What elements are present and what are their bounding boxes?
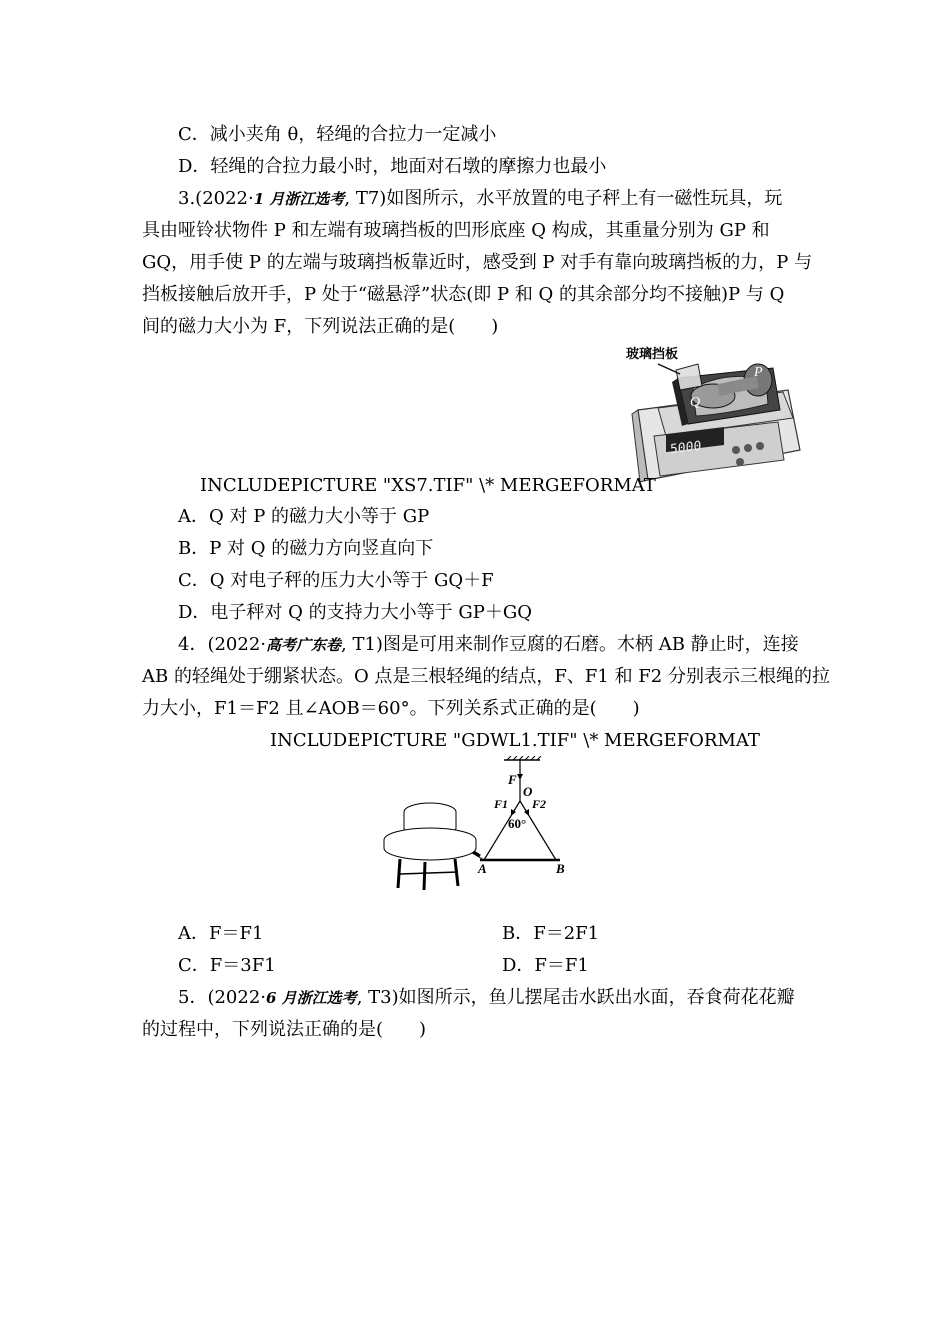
fig-label-b: B — [556, 861, 565, 876]
q4-option-b: B．F＝2F1 — [502, 923, 600, 944]
q4-option-c: C．F＝3F1 — [178, 955, 276, 976]
fig-label-f1: F1 — [494, 797, 509, 811]
q3-line4: 挡板接触后放开手，P 处于“磁悬浮”状态(即 P 和 Q 的其余部分均不接触)P 与 Q — [142, 284, 785, 305]
q5-text: 如图所示，鱼儿摆尾击水跃出水面，吞食荷花花瓣 — [398, 987, 795, 1008]
q4-source: 高考广东卷 — [266, 636, 342, 654]
q3-line2: 具由哑铃状物件 P 和左端有玻璃挡板的凹形底座 Q 构成，其重量分别为 GP 和 — [142, 220, 770, 241]
fig-label-q: Q — [690, 395, 701, 410]
q4-line2: AB 的轻绳处于绷紧状态。O 点是三根轻绳的结点，F、F1 和 F2 分别表示三根绳的拉 — [142, 666, 830, 687]
q4-number: 4．(2022· — [178, 634, 267, 655]
fig-label-glass: 玻璃挡板 — [626, 347, 679, 362]
q3-line5: 间的磁力大小为 F，下列说法正确的是( ) — [142, 316, 499, 337]
scale-figure — [618, 340, 808, 490]
fig-label-f: F — [508, 772, 517, 787]
q5-number: 5．(2022· — [178, 987, 267, 1008]
q4-line3: 力大小，F1＝F2 且∠AOB＝60°。下列关系式正确的是( ) — [142, 698, 640, 719]
q4-source-tail: , T1) — [341, 634, 383, 655]
q3-line3: GQ，用手使 P 的左端与玻璃挡板靠近时，感受到 P 对手有靠向玻璃挡板的力，P 与 — [142, 252, 813, 273]
fig-label-a: A — [478, 861, 487, 876]
q5-line2: 的过程中，下列说法正确的是( ) — [142, 1019, 427, 1040]
fig-label-p: P — [754, 365, 763, 380]
fig-label-o: O — [523, 784, 533, 799]
scale-display-text: 5000 — [670, 438, 702, 458]
q4-option-d: D．F＝F1 — [502, 955, 589, 976]
q3-text: 如图所示，水平放置的电子秤上有一磁性玩具，玩 — [386, 188, 783, 209]
q2-option-c: C．减小夹角 θ，轻绳的合拉力一定减小 — [178, 124, 497, 145]
q4-include-field: INCLUDEPICTURE "GDWL1.TIF" \* MERGEFORMAT — [270, 730, 760, 751]
q4-option-a: A．F＝F1 — [178, 923, 264, 944]
q3-option-d: D．电子秤对 Q 的支持力大小等于 GP＋GQ — [178, 602, 532, 623]
q3-source-tail: , T7) — [344, 188, 387, 209]
mill-figure — [380, 756, 580, 896]
q4-line1 — [178, 632, 799, 658]
fig-label-angle: 60° — [508, 816, 527, 831]
q3-option-a: A．Q 对 P 的磁力大小等于 GP — [178, 506, 430, 527]
q3-line1 — [178, 186, 782, 212]
q3-option-c: C．Q 对电子秤的压力大小等于 GQ＋F — [178, 570, 494, 591]
q5-line1 — [178, 985, 795, 1011]
q2-option-d: D．轻绳的合拉力最小时，地面对石墩的摩擦力也最小 — [178, 156, 607, 177]
q3-option-b: B．P 对 Q 的磁力方向竖直向下 — [178, 538, 434, 559]
q3-source: 1 月浙江选考 — [253, 190, 345, 208]
q5-source-tail: , T3) — [356, 987, 399, 1008]
q3-include-field: INCLUDEPICTURE "XS7.TIF" \* MERGEFORMAT — [200, 475, 656, 496]
q5-source: 6 月浙江选考 — [266, 989, 357, 1007]
fig-label-f2: F2 — [532, 797, 547, 811]
q4-text: 图是可用来制作豆腐的石磨。木柄 AB 静止时，连接 — [382, 634, 799, 655]
q3-number: 3.(2022· — [178, 188, 254, 209]
